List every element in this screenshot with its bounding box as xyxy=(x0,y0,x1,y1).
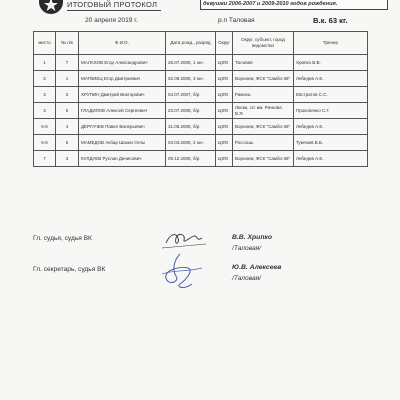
row-name: МАТВИЕЦ Егор Дмитриевич xyxy=(79,71,166,87)
row-region: Воронеж, ФСК "Самбо-36" xyxy=(233,119,294,135)
competition-place: р.п Таловая xyxy=(218,17,255,24)
row-birth: 26.07.2006, 1 юн. xyxy=(166,55,216,71)
row-place: 5-6 xyxy=(34,135,56,151)
chief-judge-city: /Таловая/ xyxy=(232,245,262,252)
row-place: 3 xyxy=(34,103,56,119)
row-birth: 31.05.2006, б/р xyxy=(166,119,216,135)
protocol-title: ИТОГОВЫЙ ПРОТОКОЛ xyxy=(67,0,158,9)
row-place: 5-6 xyxy=(34,119,56,135)
competition-subtitle: девушки 2006-2007 и 2009-2010 годов рождения. xyxy=(203,1,338,7)
row-district: ЦФО xyxy=(216,151,233,167)
table-row xyxy=(34,87,368,103)
row-name: КУЛДУЕВ Руслан Денисович xyxy=(79,151,166,167)
row-number: 5 xyxy=(56,103,79,119)
table-header-row xyxy=(34,32,368,55)
chief-judge-role: Гл. судья, судья ВК xyxy=(33,235,92,242)
chief-secretary-city: /Таловая/ xyxy=(232,275,262,282)
row-name: ГЛАДИЛОВ Алексей Сергеевич xyxy=(79,103,166,119)
row-name: МАЛАХОВ Егор Александрович xyxy=(79,55,166,71)
chief-secretary-signature xyxy=(158,250,208,292)
row-region: Россошь xyxy=(233,135,294,151)
federation-logo-icon xyxy=(39,0,63,14)
row-birth: 23.07.2009, б/р xyxy=(166,103,216,119)
col-header-district: Округ xyxy=(216,32,233,55)
col-header-place: место xyxy=(34,32,56,55)
table-row xyxy=(34,119,368,135)
row-region: Таловая xyxy=(233,55,294,71)
row-coach: Лебедев А.Е. xyxy=(294,71,368,87)
chief-secretary-name: Ю.В. Алексеев xyxy=(232,264,282,271)
row-region: Воронеж, ФСК "Самбо-36" xyxy=(233,71,294,87)
row-region: Воронеж, ФСК "Самбо-36" xyxy=(233,151,294,167)
row-number: 1 xyxy=(56,71,79,87)
table-row xyxy=(34,71,368,87)
row-place: 2 xyxy=(34,71,56,87)
row-district: ЦФО xyxy=(216,71,233,87)
row-coach: Лебедев А.Е. xyxy=(294,151,368,167)
row-coach: Хрипко В.В. xyxy=(294,55,368,71)
col-header-region: Округ, субъект, город ведомство xyxy=(233,32,294,55)
row-number: 4 xyxy=(56,119,79,135)
row-region: Рамонь xyxy=(233,87,294,103)
weight-category: В.к. 63 кг. xyxy=(313,16,348,25)
col-header-name: Ф.И.О. xyxy=(79,32,166,55)
row-district: ЦФО xyxy=(216,135,233,151)
row-coach: Евстратов С.С. xyxy=(294,87,368,103)
col-header-birth: Дата рожд., разряд xyxy=(166,32,216,55)
row-coach: Прокопенко С.Г. xyxy=(294,103,368,119)
row-birth: 09.12.2006, б/р xyxy=(166,151,216,167)
table-row xyxy=(34,151,368,167)
table-row xyxy=(34,135,368,151)
row-number: 6 xyxy=(56,135,79,151)
table-row xyxy=(34,103,368,119)
row-birth: 03.03.2006, 2 юн. xyxy=(166,135,216,151)
row-number: 2 xyxy=(56,87,79,103)
chief-judge-name: В.В. Хрипко xyxy=(232,234,273,241)
chief-secretary-role: Гл. секретарь, судья ВК xyxy=(33,266,106,273)
row-birth: 04.07.2007, б/р xyxy=(166,87,216,103)
row-district: ЦФО xyxy=(216,119,233,135)
col-header-num: № п/к xyxy=(56,32,79,55)
row-number: 3 xyxy=(56,151,79,167)
row-place: 3 xyxy=(34,87,56,103)
row-name: МАМЕДОВ Акбар Шахин Оглы xyxy=(79,135,166,151)
row-place: 7 xyxy=(34,151,56,167)
row-number: 7 xyxy=(56,55,79,71)
row-coach: Лебедев А.Е. xyxy=(294,119,368,135)
row-name: ДЕРГАЧЕВ Павел Валерьевич xyxy=(79,119,166,135)
row-district: ЦФО xyxy=(216,87,233,103)
results-table xyxy=(33,31,368,167)
row-birth: 02.09.2006, 3 юн. xyxy=(166,71,216,87)
table-row xyxy=(34,55,368,71)
row-district: ЦФО xyxy=(216,103,233,119)
row-name: ХРУПИН Дмитрий Викторович xyxy=(79,87,166,103)
col-header-coach: Тренер xyxy=(294,32,368,55)
row-coach: Тумчаев Б.Б. xyxy=(294,135,368,151)
row-district: ЦФО xyxy=(216,55,233,71)
row-region: Лиски, с/с им. Рачкова В.Я. xyxy=(233,103,294,119)
competition-date: 20 апреля 2019 г. xyxy=(85,17,138,24)
row-place: 1 xyxy=(34,55,56,71)
